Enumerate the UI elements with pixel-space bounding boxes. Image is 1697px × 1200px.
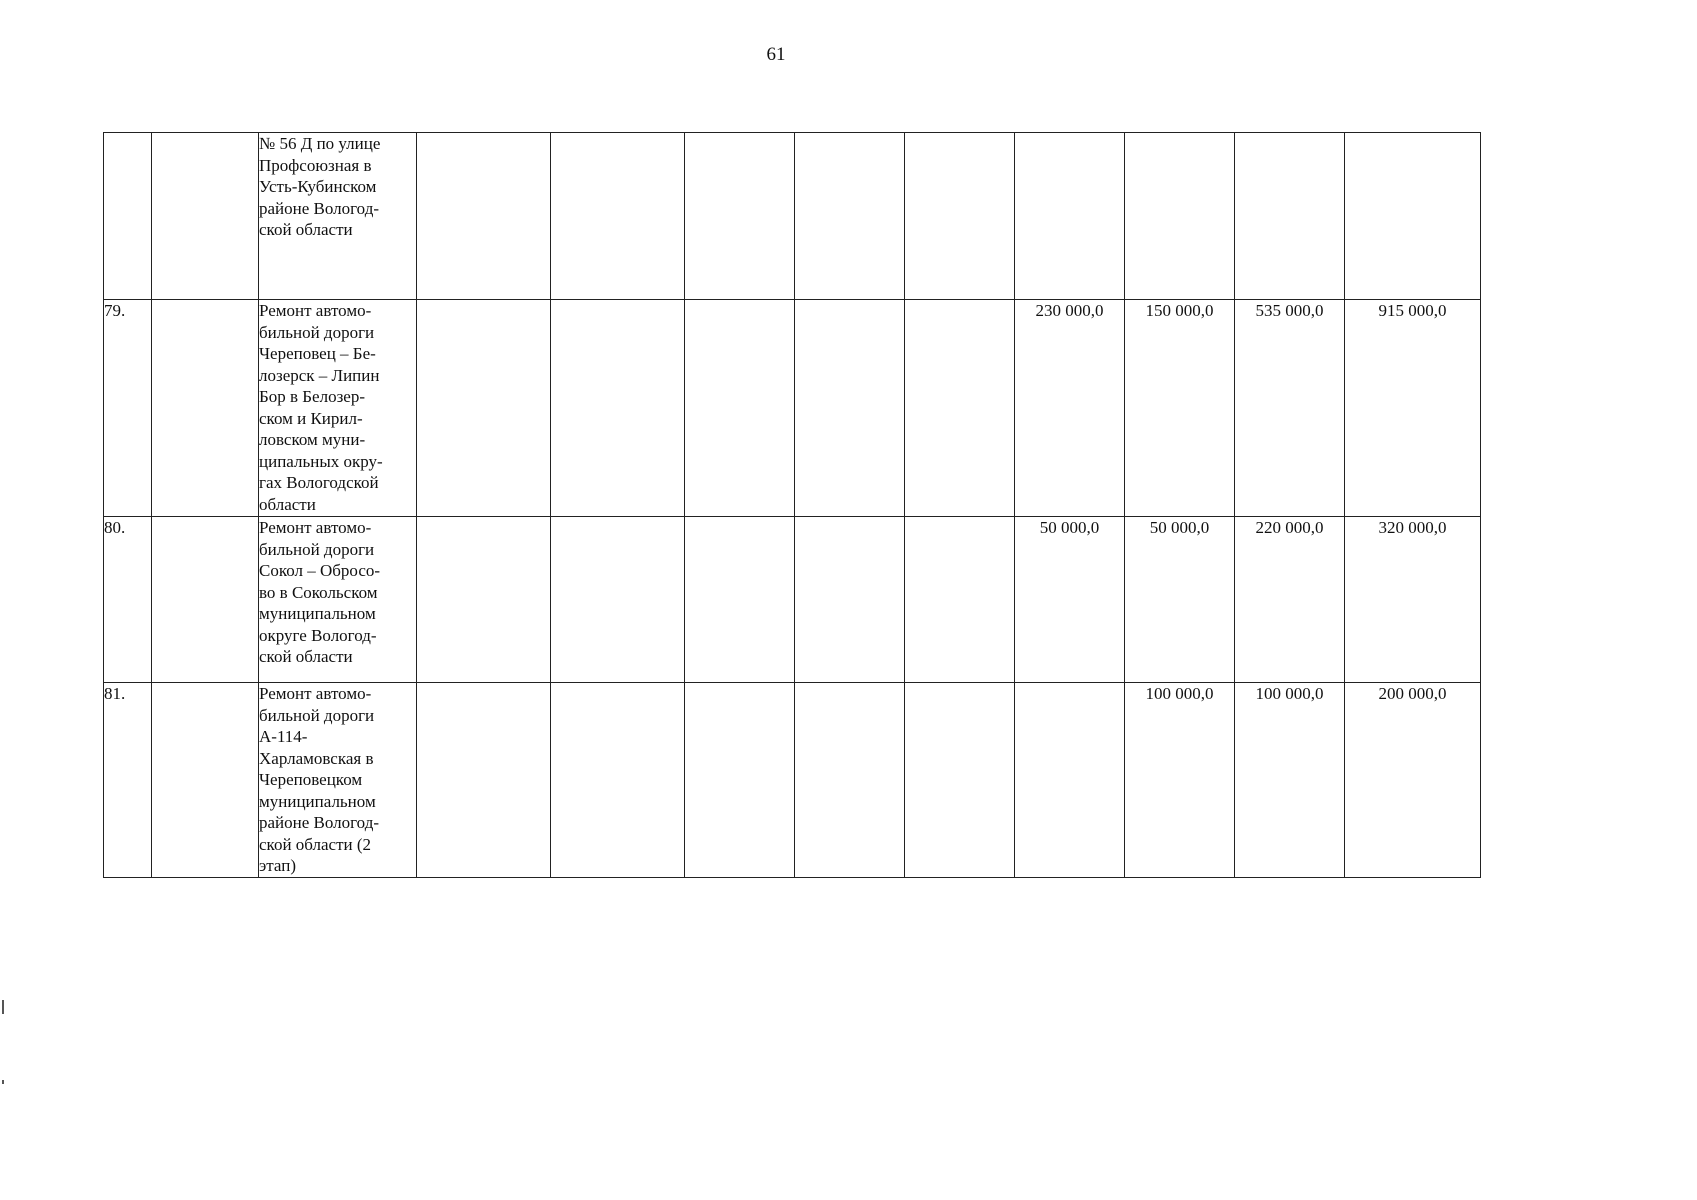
description-line: во в Сокольском [259, 582, 378, 602]
description-line: Ремонт автомо- [259, 684, 372, 703]
description-line: бильной дороги [259, 539, 375, 559]
description-line: этап) [259, 856, 297, 875]
code-cell [152, 517, 259, 683]
value-cell: 100 000,0 [1125, 683, 1235, 878]
description-line: Харламовская в [259, 748, 374, 768]
value-cell: 535 000,0 [1235, 300, 1345, 517]
empty-cell [551, 133, 685, 300]
description-line: округе Вологод- [259, 625, 377, 645]
value-cell: 220 000,0 [1235, 517, 1345, 683]
empty-cell [795, 517, 905, 683]
table-row [104, 133, 1481, 300]
description-cell [259, 683, 417, 878]
empty-cell [417, 683, 551, 878]
empty-cell [685, 683, 795, 878]
value-cell: 150 000,0 [1125, 300, 1235, 517]
description-line: ской области (2 [259, 834, 372, 854]
scan-mark [2, 1080, 4, 1084]
value-cell: 50 000,0 [1125, 517, 1235, 683]
description-cell [259, 517, 417, 683]
empty-cell [417, 517, 551, 683]
empty-cell [417, 300, 551, 517]
total-cell: 915 000,0 [1345, 300, 1481, 517]
empty-cell [795, 133, 905, 300]
description-line: районе Вологод- [259, 813, 380, 832]
value-cell: 50 000,0 [1015, 517, 1125, 683]
description-line: Усть-Кубинском [259, 177, 377, 196]
page-number: 61 [766, 44, 786, 65]
description-line: бильной дороги [259, 322, 375, 342]
table-row [104, 300, 1481, 517]
empty-cell [685, 517, 795, 683]
code-cell [152, 300, 259, 517]
empty-cell [417, 133, 551, 300]
total-cell: 320 000,0 [1345, 517, 1481, 683]
row-number-cell: 81. [104, 683, 152, 878]
value-cell: 230 000,0 [1015, 300, 1125, 517]
description-line: ципальных окру- [259, 451, 383, 471]
description-line: ской области [259, 220, 353, 239]
value-cell [1235, 133, 1345, 300]
empty-cell [795, 683, 905, 878]
description-line: Череповец – Бе- [259, 344, 376, 363]
description-line: Ремонт автомо- [259, 518, 372, 537]
empty-cell [905, 300, 1015, 517]
description-line: бильной дороги [259, 705, 375, 725]
description-line: ском и Кирил- [259, 408, 363, 428]
empty-cell [685, 133, 795, 300]
description-line: муниципальном [259, 791, 376, 811]
empty-cell [551, 683, 685, 878]
empty-cell [905, 133, 1015, 300]
empty-cell [685, 300, 795, 517]
code-cell [152, 133, 259, 300]
description-cell [259, 300, 417, 517]
empty-cell [905, 683, 1015, 878]
value-cell [1015, 683, 1125, 878]
row-number-cell: 80. [104, 517, 152, 683]
total-cell [1345, 133, 1481, 300]
row-number-cell [104, 133, 152, 300]
row-number-cell: 79. [104, 300, 152, 517]
description-cell [259, 133, 417, 300]
code-cell [152, 683, 259, 878]
table-row [104, 683, 1481, 878]
description-line: ской области [259, 647, 353, 666]
description-line: № 56 Д по улице [259, 134, 381, 153]
description-line: муниципальном [259, 604, 376, 623]
description-line: лозерск – Липин [259, 365, 380, 385]
empty-cell [905, 517, 1015, 683]
empty-cell [795, 300, 905, 517]
description-line: А-114- [259, 727, 308, 746]
value-cell [1125, 133, 1235, 300]
value-cell: 100 000,0 [1235, 683, 1345, 878]
description-line: Сокол – Обросо- [259, 561, 381, 580]
description-line: Череповецком [259, 770, 363, 789]
empty-cell [551, 300, 685, 517]
description-line: ловском муни- [259, 430, 366, 449]
description-line: гах Вологодской [259, 473, 379, 492]
description-line: Ремонт автомо- [259, 301, 372, 320]
scan-mark [2, 1000, 4, 1014]
table-row [104, 517, 1481, 683]
total-cell: 200 000,0 [1345, 683, 1481, 878]
description-line: Профсоюзная в [259, 155, 372, 175]
data-table [103, 132, 1481, 878]
empty-cell [551, 517, 685, 683]
description-line: Бор в Белозер- [259, 387, 366, 406]
value-cell [1015, 133, 1125, 300]
description-line: области [259, 494, 316, 514]
description-line: районе Вологод- [259, 198, 380, 218]
